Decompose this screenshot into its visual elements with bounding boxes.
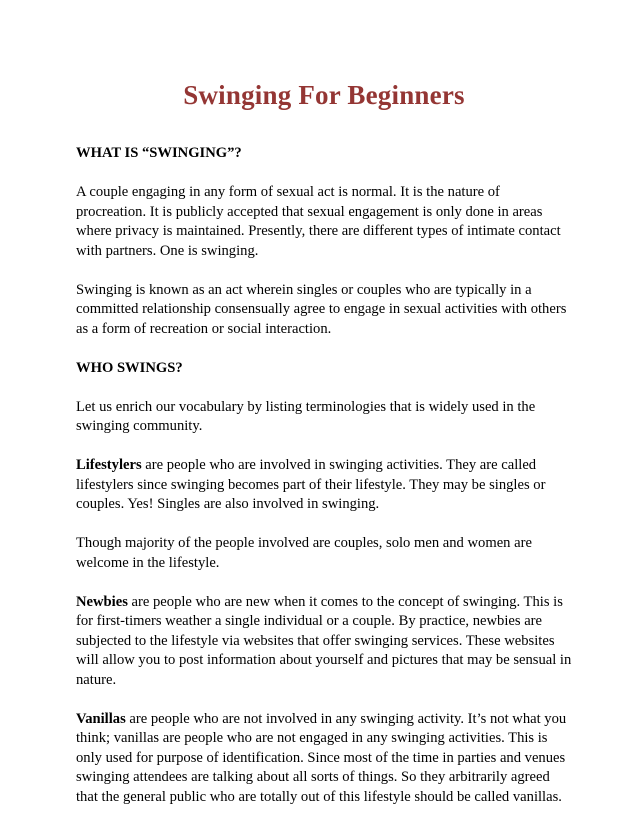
paragraph-swinging-definition: Swinging is known as an act wherein singles or couples who are typically in a committed relationship consensually agree to engage in sexual activities with others as a form of recreation or social interaction. xyxy=(76,281,567,337)
paragraph-vocabulary-intro: Let us enrich our vocabulary by listing terminologies that is widely used in the swinging community. xyxy=(76,398,536,434)
term-newbies: Newbies xyxy=(76,593,128,610)
document-page xyxy=(76,78,572,827)
term-lifestylers: Lifestylers xyxy=(76,457,142,473)
section-heading-what-is-swinging: WHAT IS “SWINGING”? xyxy=(76,145,242,161)
newbies-definition: are people who are new when it comes to the concept of swinging. This is for first-timers weather a single individual or a couple. By practice, newbies are subjected to the lifestyle via websites that offer swinging services. These websites will allow you to post information about yourself and pictures that may be sensual in nature. xyxy=(76,593,572,688)
term-vanillas: Vanillas xyxy=(76,710,126,727)
paragraph-vanillas xyxy=(76,710,572,808)
section-heading-who-swings: WHO SWINGS? xyxy=(76,359,183,376)
vanillas-definition: are people who are not involved in any swinging activity. It’s not what you think; vanillas are people who are not engaged in any swinging activities. This is only used for purpose of identification. Since most of the time in parties and venues swinging attendees are talking about all sorts of things. So they arbitrarily agreed that the general public who are totally out of this lifestyle should be called vanillas. xyxy=(76,710,567,805)
paragraph-definition-intro: A couple engaging in any form of sexual act is normal. It is the nature of procreation. It is publicly accepted that sexual engagement is only done in areas where privacy is maintained. Presently, there are different types of intimate contact with partners. One is swinging. xyxy=(76,184,561,259)
paragraph-lifestylers xyxy=(76,456,572,515)
lifestylers-definition: are people who are involved in swinging activities. They are called lifestylers since swinging becomes part of their lifestyle. They may be singles or couples. Yes! Singles are also involved in swinging. xyxy=(76,457,546,512)
document-title: Swinging For Beginners xyxy=(183,80,465,110)
paragraph-newbies xyxy=(76,593,572,691)
paragraph-couples-note: Though majority of the people involved are couples, solo men and women are welcome in the lifestyle. xyxy=(76,535,532,571)
